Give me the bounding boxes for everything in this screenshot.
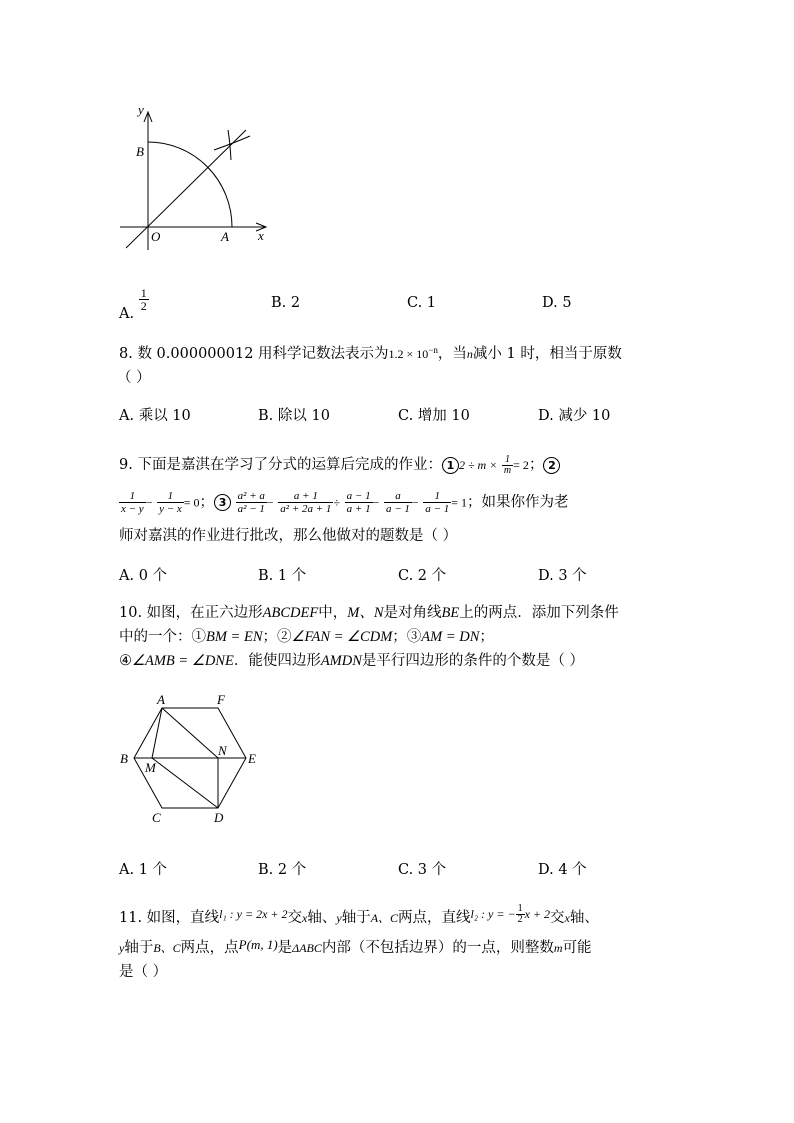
q9-g2-n: a + 1 (278, 490, 333, 503)
q11-line1c: 轴、 (307, 910, 337, 926)
q9-g1 (236, 490, 267, 515)
q9-f1-n: 1 (119, 490, 146, 503)
q10-line3 (119, 649, 584, 670)
q9-minus-2: − (266, 495, 274, 510)
q11-x2: x (564, 911, 570, 925)
hex-label-c: C (152, 810, 161, 825)
q9-expr1-frac-d: m (503, 464, 512, 476)
q8-mid: ，当 (437, 346, 467, 362)
q11-l2a: l₂ : y = − (470, 907, 516, 921)
q9-line2 (119, 490, 569, 515)
hex-label-b: B (120, 751, 128, 766)
fig7-label-y: y (138, 102, 144, 117)
q9-circle-2: 2 (543, 457, 560, 474)
q10-line2-prefix: 中的一个：① (119, 629, 206, 645)
q9-prefix: 9. 下面是嘉淇在学习了分式的运算后完成的作业： (119, 457, 442, 473)
q10-line1b: 中， (318, 605, 348, 621)
q7-option-c: C. 1 (407, 295, 437, 311)
q7-option-d: D. 5 (542, 295, 572, 311)
q11-line2b: 两点，点 (180, 940, 239, 956)
q10-line1c: 是对角线 (383, 605, 442, 621)
q11-line1a: 11. 如图，直线 (119, 910, 220, 926)
hex-label-d: D (214, 810, 224, 825)
q10-cond2-pre: ；② (262, 629, 292, 645)
q10-option-b: B. 2 个 (258, 862, 307, 878)
q9-option-a: A. 0 个 (119, 568, 168, 584)
q11-line1f: 交 (550, 910, 565, 926)
q9-f1-d: x − y (121, 503, 144, 515)
q10-cond3: AM = DN (421, 629, 480, 645)
q11-x1: x (302, 911, 308, 925)
q10-option-d: D. 4 个 (538, 862, 587, 878)
q9-sep2: ； (199, 494, 215, 511)
q10-hexagon-figure (110, 690, 270, 830)
segment-am (152, 708, 162, 758)
q11-line1e: 两点，直线 (398, 910, 471, 926)
q8-expression (389, 347, 438, 361)
q10-line1a: 10. 如图，在正六边形 (119, 605, 263, 621)
q11-bc: B、C (153, 941, 181, 955)
q9-g3 (345, 490, 373, 515)
q9-minus-4: − (411, 495, 419, 510)
q11-line2c: 是 (277, 940, 293, 956)
q9-sep1: ； (528, 457, 544, 473)
q9-expr1-frac-n: 1 (502, 455, 513, 466)
segment-md (152, 758, 218, 808)
q10-line3-post: 是平行四边形的条件的个数是（ ） (361, 653, 585, 669)
q11-line2e: 可能 (562, 940, 592, 956)
q9-f2-n: 1 (157, 490, 184, 503)
q11-y1: y (336, 911, 342, 925)
q10-line1 (119, 601, 619, 622)
q8-expr-base: 1.2 × 10 (388, 347, 429, 361)
q9-minus-3: − (372, 495, 380, 510)
q9-g3-d: a + 1 (346, 503, 371, 515)
q9-g5-d: a − 1 (425, 503, 450, 515)
hex-label-a: A (157, 692, 165, 707)
q9-option-d: D. 3 个 (538, 568, 587, 584)
q8-option-d: D. 减少 10 (538, 408, 611, 424)
q10-line3-pre: ④ (119, 653, 132, 669)
hex-label-f: F (217, 692, 225, 707)
q11-l2-frac (516, 904, 525, 925)
q9-div: ÷ (333, 495, 341, 510)
q11-line1 (119, 902, 599, 929)
q9-f2-d: y − x (159, 503, 182, 515)
q9-g1-n: a² + a (237, 490, 265, 502)
q10-cond4: ∠AMB = ∠DNE (132, 653, 234, 669)
q10-line1d: 上的两点．添加下列条件 (459, 605, 619, 621)
q7-a-den: 2 (140, 299, 147, 313)
fig7-label-b: B (136, 144, 144, 159)
q10-quad: AMDN (320, 653, 362, 669)
q7-option-a-prefix: A. (119, 305, 135, 322)
q7-option-a-fraction (139, 287, 149, 312)
q10-hexagon-name: ABCDEF (262, 605, 319, 621)
q9-g5 (423, 490, 451, 515)
q11-triangle: ΔABC (292, 941, 322, 955)
q11-l1: l₁ : y = 2x + 2 (219, 907, 288, 921)
q9-f2 (157, 490, 184, 515)
q10-line3-mid: ．能使四边形 (233, 653, 321, 669)
q9-expr1-frac (502, 455, 513, 476)
q10-cond3-pre: ；③ (392, 629, 422, 645)
q11-line1g: 轴、 (569, 910, 599, 926)
q8-stem (119, 342, 622, 363)
q8-option-a: A. 乘以 10 (119, 408, 191, 424)
q9-line1 (119, 453, 560, 476)
q10-option-a: A. 1 个 (119, 862, 168, 878)
q9-g4 (384, 490, 412, 515)
fig7-label-x: x (258, 228, 264, 243)
q9-eq0: = 0 (183, 495, 200, 510)
q11-line3: 是（ ） (119, 964, 168, 980)
hex-label-m: M (145, 760, 156, 775)
q8-expr-exp: −n (428, 345, 438, 355)
q11-p: P(m, 1) (238, 937, 278, 952)
q11-line1b: 交 (287, 910, 303, 926)
q8-var: n (466, 347, 473, 361)
q10-line2 (119, 625, 494, 646)
q7-option-b: B. 2 (271, 295, 301, 311)
q9-eq1: = 1 (451, 495, 468, 510)
q9-expr1-a: 2 ÷ m × (458, 458, 498, 472)
q10-cond1: BM = EN (206, 629, 263, 645)
construction-arc-1 (214, 136, 250, 150)
q8-paren: （ ） (117, 370, 151, 386)
q10-cond2: ∠FAN = ∠CDM (291, 629, 393, 645)
q9-option-c: C. 2 个 (398, 568, 447, 584)
fig7-label-a: A (221, 229, 229, 244)
q11-l2-frac-n: 1 (517, 902, 523, 914)
q9-g2 (278, 490, 333, 515)
q10-be: BE (441, 605, 460, 621)
q9-option-b: B. 1 个 (258, 568, 307, 584)
q11-l2-frac-d: 2 (517, 913, 523, 925)
q9-g3-n: a − 1 (346, 490, 371, 502)
q9-g4-n: a (384, 490, 412, 503)
q11-line2a: 轴于 (124, 940, 154, 956)
q7-a-num: 1 (140, 286, 147, 300)
q9-minus-1: − (145, 495, 153, 510)
hex-label-e: E (248, 751, 256, 766)
q9-line3: 师对嘉淇的作业进行批改，那么他做对的题数是（ ） (119, 528, 458, 544)
hex-label-n: N (218, 743, 227, 758)
q11-line2d: 内部（不包括边界）的一点，则整数 (321, 940, 554, 956)
q9-circle-3: 3 (214, 494, 231, 511)
q9-expr1-b: = 2 (513, 458, 529, 472)
q8-suffix: 减小 1 时，相当于原数 (472, 346, 622, 362)
q10-mn: M、N (347, 605, 384, 621)
q7-figure (110, 100, 280, 260)
q11-y2: y (119, 941, 125, 955)
q9-f1 (119, 490, 146, 515)
fig7-label-o: O (151, 229, 161, 244)
q7-option-a (119, 286, 149, 322)
q11-m: m (553, 941, 563, 955)
q8-option-b: B. 除以 10 (258, 408, 330, 424)
q11-l2b: x + 2 (524, 907, 550, 921)
q8-prefix: 8. 数 0.000000012 用科学记数法表示为 (119, 346, 389, 362)
q9-circle-1: 1 (442, 457, 459, 474)
q9-g5-n: 1 (423, 490, 451, 503)
q9-g4-d: a − 1 (385, 503, 410, 515)
q11-line2 (119, 936, 592, 957)
q10-option-c: C. 3 个 (398, 862, 447, 878)
q9-line2-suffix: ；如果你作为老 (467, 494, 569, 511)
q8-option-c: C. 增加 10 (398, 408, 470, 424)
q9-g1-d: a² − 1 (237, 503, 265, 515)
q11-ac: A、C (370, 911, 399, 925)
segment-an (162, 708, 218, 758)
q11-line1d: 轴于 (341, 910, 371, 926)
q10-cond3-post: ； (479, 629, 494, 645)
q9-g2-d: a² + 2a + 1 (280, 503, 332, 515)
